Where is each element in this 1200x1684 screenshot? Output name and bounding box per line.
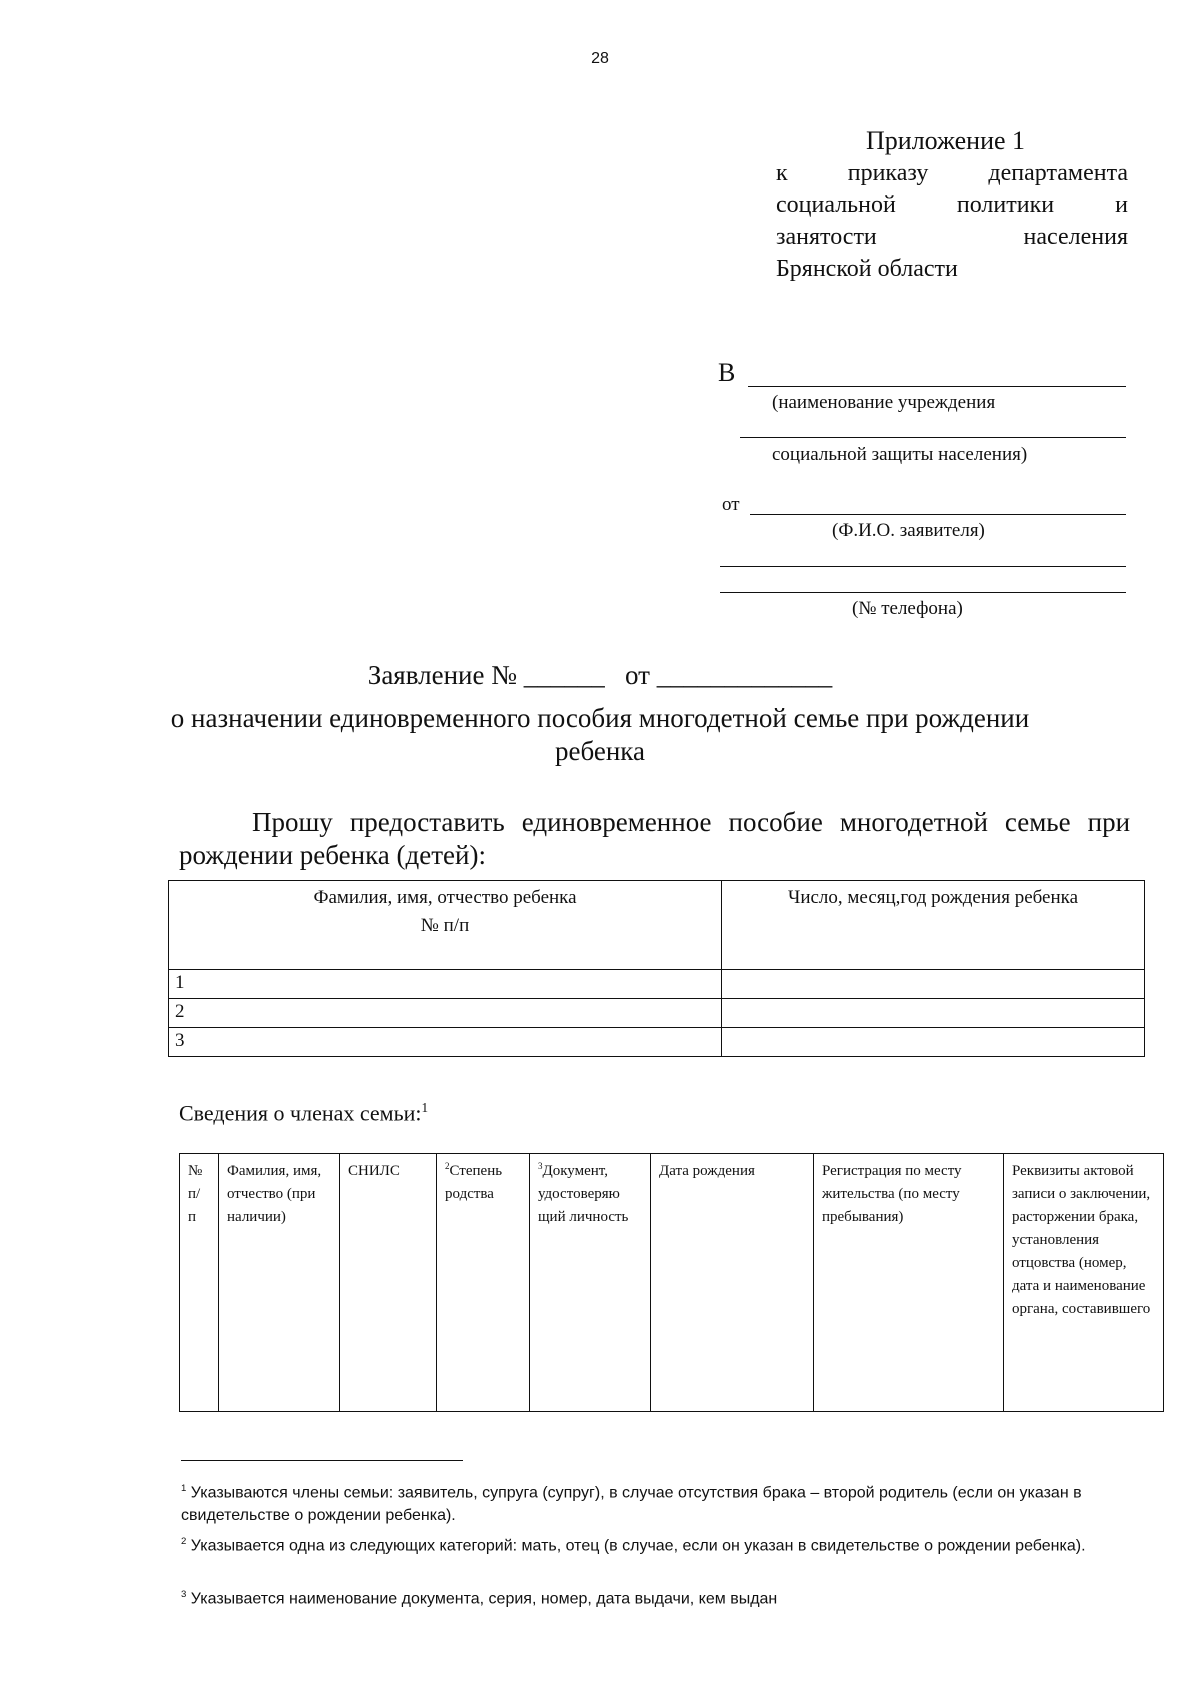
col-label: Документ, удостоверяю щий личность <box>538 1163 629 1225</box>
children-header-date-label: Число, месяц,год рождения ребенка <box>787 887 1079 908</box>
col-sup: 2 <box>445 1161 450 1171</box>
table-row <box>169 1028 1145 1057</box>
phone-line <box>720 592 1126 593</box>
application-subtitle-1: о назначении единовременного пособия многодетной семье при рождении <box>170 703 1030 733</box>
to-prefix: В <box>718 358 736 387</box>
footnote-sup: 2 <box>181 1536 187 1547</box>
family-table <box>179 1153 1164 1412</box>
from-line-2 <box>720 566 1126 567</box>
family-col-record <box>1004 1154 1164 1412</box>
appendix-word: населения <box>1023 224 1128 250</box>
appendix-line3 <box>776 224 1128 251</box>
request-word: предоставить <box>349 807 505 837</box>
appendix-word: политики <box>956 192 1055 218</box>
family-col-birthdate <box>651 1154 814 1412</box>
from-line <box>750 514 1126 515</box>
child-date-cell[interactable] <box>722 970 1145 999</box>
to-caption-1: (наименование учреждения <box>772 392 996 413</box>
appendix-word: занятости <box>776 224 877 250</box>
col-label: Степень родства <box>445 1163 503 1202</box>
family-col-snils <box>340 1154 437 1412</box>
request-word: при <box>1087 807 1131 837</box>
table-row <box>169 999 1145 1028</box>
appendix-title: Приложение 1 <box>866 126 1026 155</box>
col-label: Дата рождения <box>659 1163 755 1179</box>
child-date-cell[interactable] <box>722 1028 1145 1057</box>
children-header-name <box>169 881 722 970</box>
child-date-cell[interactable] <box>722 999 1145 1028</box>
family-table-header <box>180 1154 1164 1412</box>
child-row-number: 1 <box>175 972 185 993</box>
family-col-name <box>219 1154 340 1412</box>
request-word: многодетной <box>839 807 988 837</box>
family-label-sup: 1 <box>421 1100 429 1115</box>
to-caption-2: социальной защиты населения) <box>772 444 1028 465</box>
from-prefix: от <box>722 494 740 515</box>
appendix-word: к <box>776 160 788 186</box>
footnote-1 <box>181 1477 1141 1527</box>
request-line-2: рождении ребенка (детей): <box>179 840 486 870</box>
request-word: единовременное <box>521 807 712 837</box>
family-label-text: Сведения о членах семьи: <box>179 1100 422 1126</box>
application-number: ______ <box>523 660 605 690</box>
children-header-name-line1: Фамилия, имя, отчество ребенка <box>313 887 577 908</box>
footnote-sup: 3 <box>181 1589 187 1600</box>
from-caption: (Ф.И.О. заявителя) <box>832 520 985 541</box>
footnote-text: Указывается одна из следующих категорий: мать, отец (в случае, если он указан в свидетельстве о рождении ребенка). <box>190 1537 1086 1555</box>
child-name-cell[interactable] <box>169 999 722 1028</box>
child-name-cell[interactable] <box>169 970 722 999</box>
children-header-date <box>722 881 1145 970</box>
application-heading <box>0 660 1200 691</box>
footnote-separator <box>181 1460 463 1461</box>
footnote-sup: 1 <box>181 1483 187 1494</box>
family-col-relation <box>437 1154 530 1412</box>
child-row-number: 2 <box>175 1001 185 1022</box>
appendix-line2 <box>776 192 1128 219</box>
col-label: Фамилия, имя, отчество (при наличии) <box>227 1163 322 1225</box>
col-label: СНИЛС <box>348 1163 400 1179</box>
request-line-1 <box>252 807 1130 838</box>
col-label: Регистрация по месту жительства (по месту пребывания) <box>822 1163 962 1225</box>
children-header-name-line2: № п/п <box>420 915 470 936</box>
family-col-registration <box>814 1154 1004 1412</box>
to-line <box>748 386 1126 387</box>
application-subtitle-2: ребенка <box>555 736 645 766</box>
phone-caption: (№ телефона) <box>852 598 963 619</box>
appendix-word: социальной <box>776 192 896 218</box>
col-sup: 3 <box>538 1161 543 1171</box>
appendix-line4: Брянской области <box>776 256 958 282</box>
footnote-2 <box>181 1530 1141 1557</box>
to-line-2 <box>740 437 1126 438</box>
children-table-header <box>169 881 1145 970</box>
footnote-text: Указывается наименование документа, серия, номер, дата выдачи, кем выдан <box>190 1590 778 1608</box>
footnote-3 <box>181 1583 1141 1610</box>
table-row <box>169 970 1145 999</box>
child-row-number: 3 <box>175 1030 185 1051</box>
application-date: _____________ <box>656 660 833 690</box>
request-word: Прошу <box>252 807 333 837</box>
appendix-word: и <box>1115 192 1128 218</box>
family-label <box>179 1100 428 1126</box>
children-table <box>168 880 1145 1057</box>
col-label: Реквизиты актовой записи о заключении, расторжении брака, установления отцовства (номер, дата и наименование органа, составившего <box>1012 1163 1151 1317</box>
appendix-line1 <box>776 160 1128 187</box>
family-col-document <box>530 1154 651 1412</box>
application-from-label: от <box>624 660 650 690</box>
footnote-text: Указываются члены семьи: заявитель, супруга (супруг), в случае отсутствия брака – второй родитель (если он указан в свидетельстве о рождении ребенка). <box>181 1484 1082 1525</box>
application-label: Заявление № <box>367 660 517 690</box>
appendix-word: приказу <box>847 160 929 186</box>
page-number: 28 <box>591 50 609 67</box>
col-label: № п/ п <box>188 1163 203 1225</box>
child-name-cell[interactable] <box>169 1028 722 1057</box>
family-col-number <box>180 1154 219 1412</box>
request-word: пособие <box>728 807 823 837</box>
appendix-word: департамента <box>988 160 1129 186</box>
request-word: семье <box>1004 807 1071 837</box>
